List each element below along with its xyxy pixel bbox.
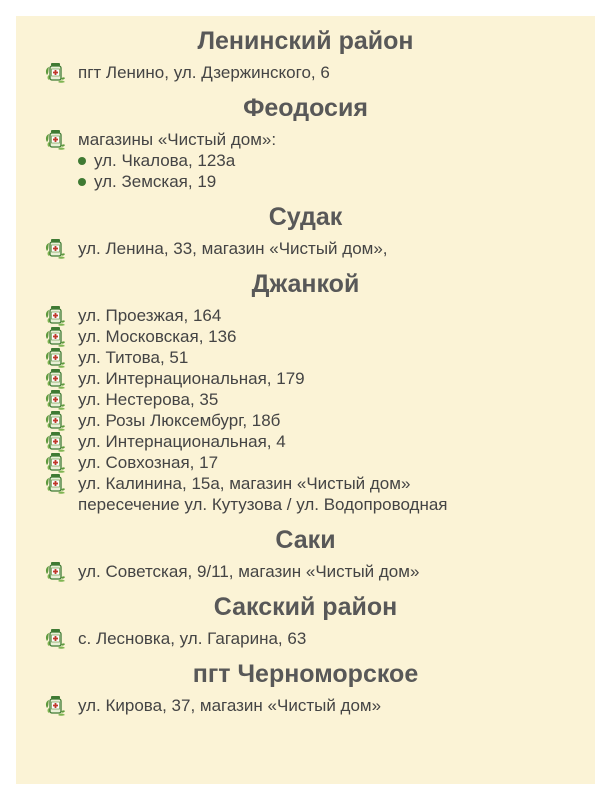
entry-continuation: пересечение ул. Кутузова / ул. Водопроводная bbox=[78, 495, 448, 514]
section-title-sudak: Судак bbox=[268, 203, 343, 231]
entry-line: ул. Калинина, 15а, магазин «Чистый дом» bbox=[78, 474, 411, 493]
pharmacy-bottle-icon bbox=[44, 368, 66, 389]
pharmacy-bottle-icon bbox=[44, 326, 66, 347]
section-title-feodosia: Феодосия bbox=[243, 94, 368, 122]
bullet-item: ул. Земская, 19 bbox=[78, 171, 595, 192]
section-title-leninsky: Ленинский район bbox=[197, 27, 414, 55]
bullet-dot-icon bbox=[78, 178, 86, 186]
list-item: пгт Ленино, ул. Дзержинского, 6 bbox=[44, 62, 595, 83]
list-item: ул. Ленина, 33, магазин «Чистый дом», bbox=[44, 238, 595, 259]
section-title-saki-district: Сакский район bbox=[213, 593, 398, 621]
bullet-item: ул. Чкалова, 123а bbox=[78, 150, 595, 171]
pharmacy-bottle-icon bbox=[44, 473, 66, 494]
list-item bbox=[44, 473, 595, 515]
list-item: ул. Московская, 136 bbox=[44, 326, 595, 347]
pharmacy-bottle-icon bbox=[44, 410, 66, 431]
pharmacy-bottle-icon bbox=[44, 305, 66, 326]
pharmacy-bottle-icon bbox=[44, 628, 66, 649]
list-item: ул. Интернациональная, 4 bbox=[44, 431, 595, 452]
store-locations-card bbox=[16, 16, 595, 784]
list-item: ул. Интернациональная, 179 bbox=[44, 368, 595, 389]
list-item: с. Лесновка, ул. Гагарина, 63 bbox=[44, 628, 595, 649]
list-item: ул. Розы Люксембург, 18б bbox=[44, 410, 595, 431]
list-item: ул. Нестерова, 35 bbox=[44, 389, 595, 410]
pharmacy-bottle-icon bbox=[44, 238, 66, 259]
feodosia-bullet-list bbox=[78, 150, 595, 192]
pharmacy-bottle-icon bbox=[44, 431, 66, 452]
list-item: ул. Титова, 51 bbox=[44, 347, 595, 368]
pharmacy-bottle-icon bbox=[44, 62, 66, 83]
bullet-dot-icon bbox=[78, 157, 86, 165]
section-title-saki: Саки bbox=[275, 526, 336, 554]
section-title-chernomorskoe: пгт Черноморское bbox=[192, 660, 419, 688]
pharmacy-bottle-icon bbox=[44, 129, 66, 150]
list-item: ул. Проезжая, 164 bbox=[44, 305, 595, 326]
list-item: магазины «Чистый дом»: bbox=[44, 129, 595, 150]
list-item: ул. Совхозная, 17 bbox=[44, 452, 595, 473]
dzhankoy-list bbox=[44, 305, 595, 515]
pharmacy-bottle-icon bbox=[44, 452, 66, 473]
pharmacy-bottle-icon bbox=[44, 695, 66, 716]
section-title-dzhankoy: Джанкой bbox=[251, 270, 360, 298]
pharmacy-bottle-icon bbox=[44, 347, 66, 368]
pharmacy-bottle-icon bbox=[44, 389, 66, 410]
pharmacy-bottle-icon bbox=[44, 561, 66, 582]
list-item: ул. Советская, 9/11, магазин «Чистый дом» bbox=[44, 561, 595, 582]
list-item: ул. Кирова, 37, магазин «Чистый дом» bbox=[44, 695, 595, 716]
